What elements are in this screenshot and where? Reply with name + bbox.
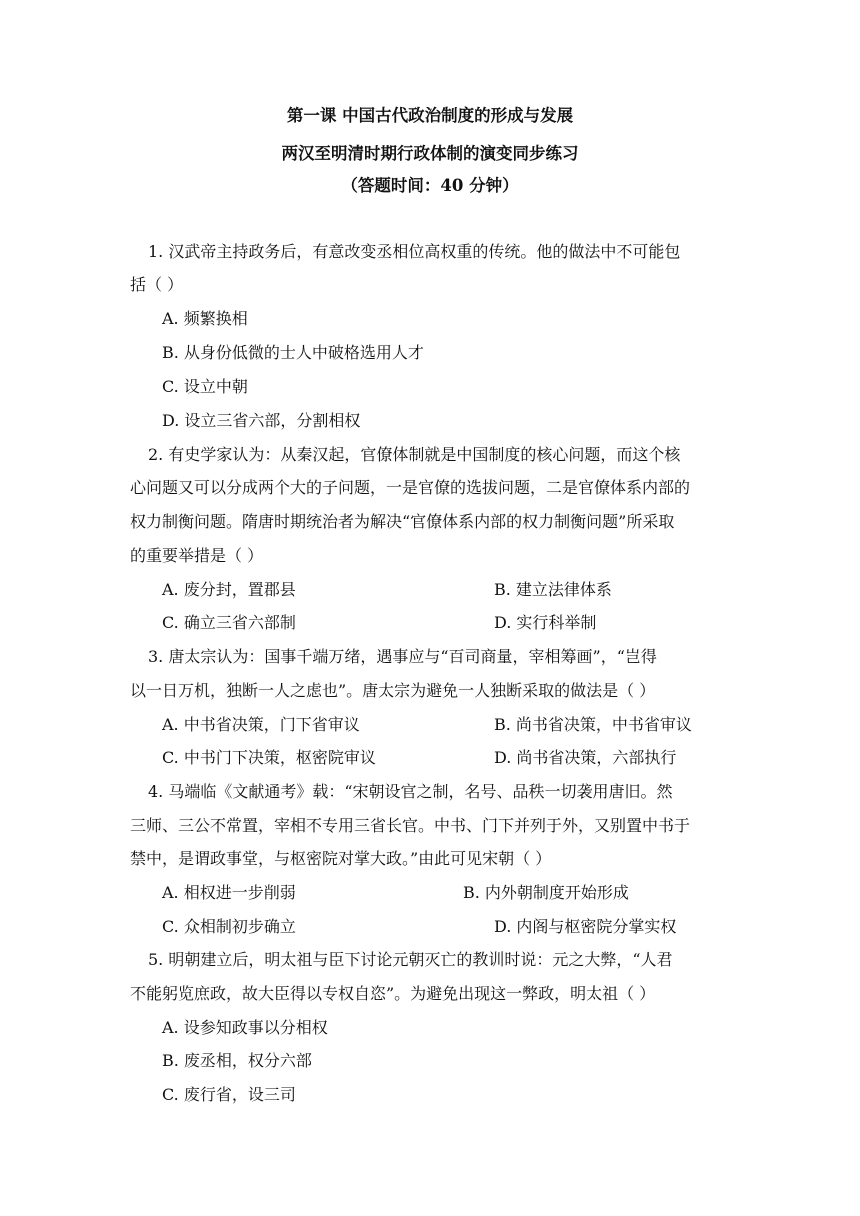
question-4-option-a[interactable]: A. 相权进一步削弱 <box>162 883 296 902</box>
document-subtitle: 两汉至明清时期行政体制的演变同步练习 <box>281 144 579 163</box>
question-1-stem-line-1: 1. 汉武帝主持政务后，有意改变丞相位高权重的传统。他的做法中不可能包 <box>148 242 681 261</box>
question-5-option-b[interactable]: B. 废丞相，权分六部 <box>162 1051 312 1070</box>
question-1-option-a[interactable]: A. 频繁换相 <box>162 309 248 328</box>
question-1-option-c[interactable]: C. 设立中朝 <box>162 377 248 396</box>
document-title: 第一课 中国古代政治制度的形成与发展 <box>286 106 574 125</box>
question-2-option-a[interactable]: A. 废分封，置郡县 <box>162 580 296 599</box>
question-4-option-c[interactable]: C. 众相制初步确立 <box>162 917 296 936</box>
question-2-stem-line-4: 的重要举措是（ ） <box>130 546 264 565</box>
question-3-stem-line-1: 3. 唐太宗认为：国事千端万绪，遇事应与“百司商量，宰相筹画”，“岂得 <box>148 647 657 666</box>
question-3-option-d[interactable]: D. 尚书省决策，六部执行 <box>494 748 677 767</box>
question-3-option-c[interactable]: C. 中书门下决策，枢密院审议 <box>162 748 376 767</box>
question-4-option-b[interactable]: B. 内外朝制度开始形成 <box>463 883 629 902</box>
question-1-stem-line-2: 括（ ） <box>130 275 184 294</box>
question-3-stem-line-2: 以一日万机，独断一人之虑也”。唐太宗为避免一人独断采取的做法是（ ） <box>130 681 656 700</box>
question-4-stem-line-1: 4. 马端临《文献通考》载：“宋朝设官之制，名号、品秩一切袭用唐旧。然 <box>148 782 673 801</box>
question-4-stem-line-2: 三师、三公不常置，宰相不专用三省长官。中书、门下并列于外，又别置中书于 <box>130 816 691 835</box>
question-2-stem-line-3: 权力制衡问题。隋唐时期统治者为解决“官僚体系内部的权力制衡问题”所采取 <box>130 512 675 531</box>
question-3-option-b[interactable]: B. 尚书省决策，中书省审议 <box>494 715 692 734</box>
question-5-stem-line-2: 不能躬览庶政，故大臣得以专权自恣”。为避免出现这一弊政，明太祖（ ） <box>130 984 656 1003</box>
question-2-stem-line-2: 心问题又可以分成两个大的子问题，一是官僚的选拔问题，二是官僚体系内部的 <box>130 478 691 497</box>
question-2-option-b[interactable]: B. 建立法律体系 <box>494 580 612 599</box>
question-5-stem-line-1: 5. 明朝建立后，明太祖与臣下讨论元朝灭亡的教训时说：元之大弊，“人君 <box>148 950 673 969</box>
question-5-option-a[interactable]: A. 设参知政事以分相权 <box>162 1018 328 1037</box>
question-2-option-d[interactable]: D. 实行科举制 <box>494 613 597 632</box>
question-1-option-b[interactable]: B. 从身份低微的士人中破格选用人才 <box>162 343 424 362</box>
question-4-option-d[interactable]: D. 内阁与枢密院分掌实权 <box>494 917 677 936</box>
question-2-option-c[interactable]: C. 确立三省六部制 <box>162 613 296 632</box>
question-4-stem-line-3: 禁中，是谓政事堂，与枢密院对掌大政。”由此可见宋朝（ ） <box>130 849 552 868</box>
question-5-option-c[interactable]: C. 废行省，设三司 <box>162 1085 296 1104</box>
question-2-stem-line-1: 2. 有史学家认为：从秦汉起，官僚体制就是中国制度的核心问题，而这个核 <box>148 445 681 464</box>
question-3-option-a[interactable]: A. 中书省决策，门下省审议 <box>162 715 360 734</box>
answer-time-note: （答题时间：40 分钟） <box>341 176 519 195</box>
question-1-option-d[interactable]: D. 设立三省六部，分割相权 <box>162 411 361 430</box>
